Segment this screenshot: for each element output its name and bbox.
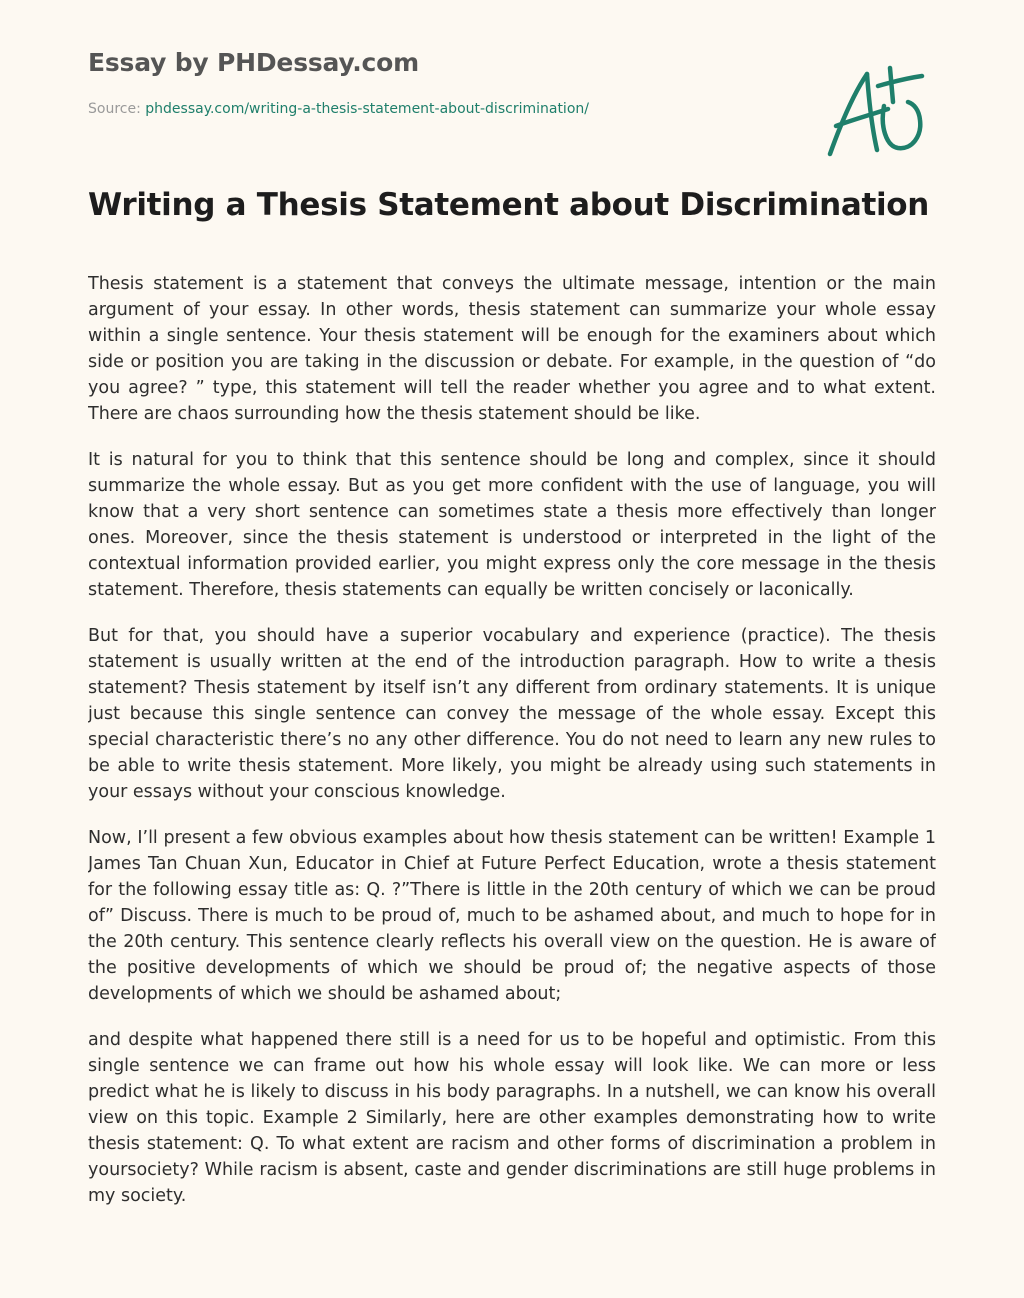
a-plus-grade-icon: [822, 64, 930, 162]
source-link[interactable]: phdessay.com/writing-a-thesis-statement-about-discrimination/: [145, 101, 589, 117]
article-paragraph: and despite what happened there still is a need for us to be hopeful and optimistic. From this single sentence we can frame out how his whole essay will look like. We can more or less predict what he is likely to discuss in his body paragraphs. In a nutshell, we can know his overall view on this topic. Example 2 Similarly, here are other examples demonstrating how to write thesis statement: Q. To what extent are racism and other forms of discrimination a problem in yoursociety? While racism is absent, caste and gender discriminations are still huge problems in my society.: [88, 1030, 936, 1206]
article-paragraph: Now, I’ll present a few obvious examples about how thesis statement can be written! Example 1 James Tan Chuan Xun, Educator in Chief at Future Perfect Education, wrote a thesis statement for the following essay title as: Q. ?”There is little in the 20th century of which we can be proud of” Discuss. There is much to be proud of, much to be ashamed about, and much to hope for in the 20th century. This sentence clearly reflects his overall view on the question. He is aware of the positive developments of which we should be proud of; the negative aspects of those developments of which we should be ashamed about;: [88, 828, 936, 1004]
source-line: [88, 101, 589, 117]
source-label: Source:: [88, 101, 141, 117]
article-body: [88, 271, 936, 1249]
site-brand: Essay by PHDessay.com: [88, 48, 419, 77]
article-paragraph: Thesis statement is a statement that conveys the ultimate message, intention or the main argument of your essay. In other words, thesis statement can summarize your whole essay within a single sentence. Your thesis statement will be enough for the examiners about which side or position you are taking in the discussion or debate. For example, in the question of “do you agree? ” type, this statement will tell the reader whether you agree and to what extent. There are chaos surrounding how the thesis statement should be like.: [88, 274, 936, 424]
article-paragraph: But for that, you should have a superior vocabulary and experience (practice). The thesis statement is usually written at the end of the introduction paragraph. How to write a thesis statement? Thesis statement by itself isn’t any different from ordinary statements. It is unique just because this single sentence can convey the message of the whole essay. Except this special characteristic there’s no any other difference. You do not need to learn any new rules to be able to write thesis statement. More likely, you might be already using such statements in your essays without your conscious knowledge.: [88, 626, 936, 802]
page-title: Writing a Thesis Statement about Discrimination: [88, 187, 930, 223]
article-paragraph: It is natural for you to think that this sentence should be long and complex, since it should summarize the whole essay. But as you get more confident with the use of language, you will know that a very short sentence can sometimes state a thesis more effectively than longer ones. Moreover, since the thesis statement is understood or interpreted in the light of the contextual information provided earlier, you might express only the core message in the thesis statement. Therefore, thesis statements can equally be written concisely or laconically.: [88, 450, 936, 600]
